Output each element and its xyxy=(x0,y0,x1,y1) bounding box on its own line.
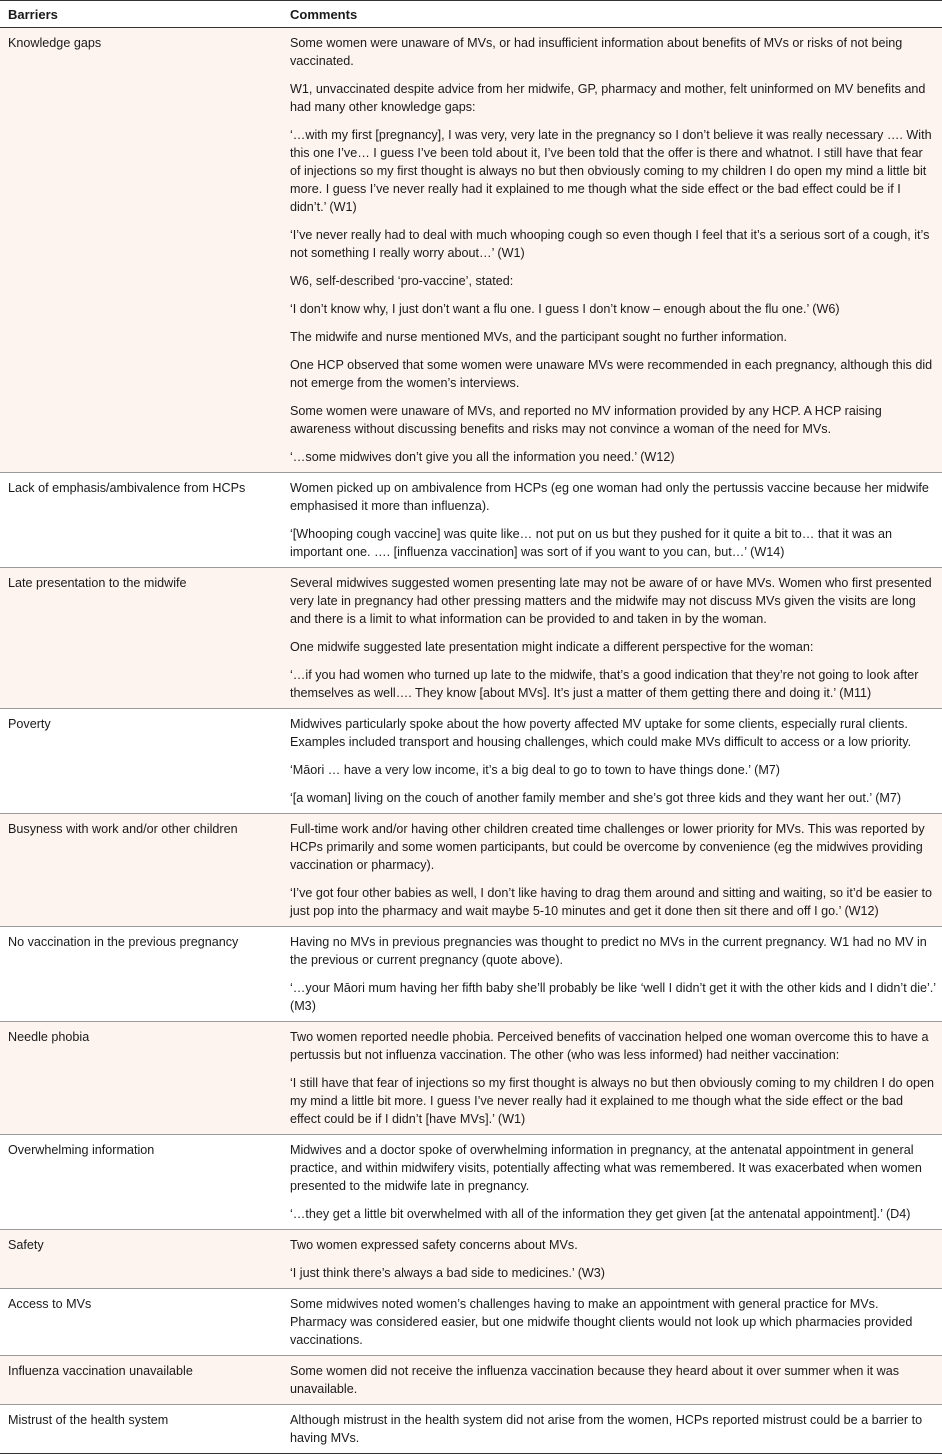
barrier-cell: Safety xyxy=(0,1230,282,1289)
comment-paragraph: Two women expressed safety concerns about MVs. xyxy=(290,1238,578,1252)
barrier-cell: Knowledge gaps xyxy=(0,28,282,473)
table-row xyxy=(0,1230,942,1289)
comment-paragraph: Women picked up on ambivalence from HCPs (eg one woman had only the pertussis vaccine because her midwife emphasised it more than influenza). xyxy=(290,481,929,513)
comment-paragraph: Some women were unaware of MVs, and reported no MV information provided by any HCP. A HCP raising awareness without discussing benefits and risks may not convince a woman of the need for MVs. xyxy=(290,404,882,436)
comments-cell xyxy=(282,927,942,1022)
comment-paragraph: Two women reported needle phobia. Perceived benefits of vaccination helped one woman overcome this to have a pertussis but not influenza vaccination. The other (who was less informed) had neither vaccination: xyxy=(290,1030,929,1062)
comments-cell xyxy=(282,1356,942,1405)
barrier-cell: Lack of emphasis/ambivalence from HCPs xyxy=(0,473,282,568)
comment-paragraph: ‘I just think there’s always a bad side to medicines.’ (W3) xyxy=(290,1266,605,1280)
comments-cell xyxy=(282,473,942,568)
table-header xyxy=(0,1,942,28)
comment-paragraph: ‘…with my first [pregnancy], I was very, very late in the pregnancy so I don’t believe it was really necessary …. With this one I’ve… I guess I’ve been told about it, I’ve been told that the offer is there and whatnot. I still have that fear of injections so my first thought is always no but then obviously coming to my children I do open my mind a little bit more. I guess I’ve never really had it explained to me though what the side effect or the bad effect could be if I didn’t.’ (W1) xyxy=(290,128,932,214)
comment-paragraph: Midwives and a doctor spoke of overwhelming information in pregnancy, at the antenatal appointment in general practice, and within midwifery visits, potentially affecting what was remembered. It was exacerbated when women presented to the midwife late in pregnancy. xyxy=(290,1143,922,1193)
comment-paragraph: ‘[a woman] living on the couch of another family member and she’s got three kids and they want her out.’ (M7) xyxy=(290,791,902,805)
barrier-cell: Late presentation to the midwife xyxy=(0,568,282,709)
barrier-cell: Access to MVs xyxy=(0,1289,282,1356)
comment-paragraph: One midwife suggested late presentation might indicate a different perspective for the woman: xyxy=(290,640,814,654)
comment-paragraph: ‘…they get a little bit overwhelmed with all of the information they get given [at the antenatal appointment].’ (D4) xyxy=(290,1207,911,1221)
comment-paragraph: The midwife and nurse mentioned MVs, and the participant sought no further information. xyxy=(290,330,788,344)
comment-paragraph: ‘I still have that fear of injections so my first thought is always no but then obviously coming to my children I do open my mind a little bit more. I guess I’ve never really had it explained to me though what the side effect or the bad effect could be if I didn’t [have MVs].’ (W1) xyxy=(290,1076,935,1126)
comment-paragraph: ‘I’ve never really had to deal with much whooping cough so even though I feel that it’s a serious sort of a cough, it’s not something I really worry about…’ (W1) xyxy=(290,228,930,260)
comment-paragraph: Although mistrust in the health system did not arise from the women, HCPs reported mistrust could be a barrier to having MVs. xyxy=(290,1413,923,1445)
comment-paragraph: Several midwives suggested women presenting late may not be aware of or have MVs. Women who first presented very late in pregnancy had other pressing matters and the midwife may not discuss MVs given the visits are long and there is a limit to what information can be provided to and taken in by the woman. xyxy=(290,576,932,626)
table-row xyxy=(0,568,942,709)
table-row xyxy=(0,1135,942,1230)
comment-paragraph: Full-time work and/or having other children created time challenges or lower priority for MVs. This was reported by HCPs primarily and some women participants, but could be overcome by convenience (eg the midwives providing vaccination or pharmacy). xyxy=(290,822,925,872)
table-row xyxy=(0,709,942,814)
table-row xyxy=(0,1356,942,1405)
barrier-cell: Busyness with work and/or other children xyxy=(0,814,282,927)
table-body xyxy=(0,28,942,1454)
table-row xyxy=(0,814,942,927)
comment-paragraph: Some women were unaware of MVs, or had insufficient information about benefits of MVs or risks of not being vaccinated. xyxy=(290,36,903,68)
barrier-cell: Mistrust of the health system xyxy=(0,1405,282,1454)
table-row xyxy=(0,1289,942,1356)
barrier-cell: Needle phobia xyxy=(0,1022,282,1135)
comment-paragraph: Midwives particularly spoke about the how poverty affected MV uptake for some clients, especially rural clients. Examples included transport and housing challenges, which could make MVs difficult to access or a low priority. xyxy=(290,717,912,749)
comment-paragraph: Some midwives noted women’s challenges having to make an appointment with general practice for MVs. Pharmacy was considered easier, but one midwife thought clients would not look up which pharmacies provided vaccinations. xyxy=(290,1297,913,1347)
comments-cell xyxy=(282,568,942,709)
comments-cell xyxy=(282,1022,942,1135)
comment-paragraph: ‘…some midwives don’t give you all the information you need.’ (W12) xyxy=(290,450,675,464)
comments-cell xyxy=(282,1230,942,1289)
comment-paragraph: Having no MVs in previous pregnancies was thought to predict no MVs in the current pregnancy. W1 had no MV in the previous or current pregnancy (quote above). xyxy=(290,935,927,967)
barrier-cell: Influenza vaccination unavailable xyxy=(0,1356,282,1405)
table-row xyxy=(0,927,942,1022)
table-row xyxy=(0,473,942,568)
comment-paragraph: One HCP observed that some women were unaware MVs were recommended in each pregnancy, although this did not emerge from the women’s interviews. xyxy=(290,358,933,390)
header-comments: Comments xyxy=(282,1,942,28)
comment-paragraph: ‘I don’t know why, I just don’t want a flu one. I guess I don’t know – enough about the flu one.’ (W6) xyxy=(290,302,840,316)
comment-paragraph: ‘I’ve got four other babies as well, I don’t like having to drag them around and sitting and waiting, so it’d be easier to just pop into the pharmacy and wait maybe 5-10 minutes and get it done then sit there and off I go.’ (W12) xyxy=(290,886,932,918)
barrier-cell: Poverty xyxy=(0,709,282,814)
comment-paragraph: Some women did not receive the influenza vaccination because they heard about it over summer when it was unavailable. xyxy=(290,1364,900,1396)
header-row xyxy=(0,1,942,28)
comments-cell xyxy=(282,28,942,473)
comments-cell xyxy=(282,1289,942,1356)
barrier-cell: No vaccination in the previous pregnancy xyxy=(0,927,282,1022)
comment-paragraph: W1, unvaccinated despite advice from her midwife, GP, pharmacy and mother, felt uninformed on MV benefits and had many other knowledge gaps: xyxy=(290,82,926,114)
comments-cell xyxy=(282,1135,942,1230)
comments-cell xyxy=(282,1405,942,1454)
comment-paragraph: W6, self-described ‘pro-vaccine’, stated: xyxy=(290,274,514,288)
comment-paragraph: ‘…if you had women who turned up late to the midwife, that’s a good indication that they’re not going to look after themselves as well…. They know [about MVs]. It’s just a matter of them getting there and doing it.’ (M11) xyxy=(290,668,919,700)
table-row xyxy=(0,1022,942,1135)
table-row xyxy=(0,28,942,473)
header-barriers: Barriers xyxy=(0,1,282,28)
comment-paragraph: ‘Māori … have a very low income, it’s a big deal to go to town to have things done.’ (M7) xyxy=(290,763,781,777)
comments-cell xyxy=(282,709,942,814)
table-row xyxy=(0,1405,942,1454)
comments-cell xyxy=(282,814,942,927)
comment-paragraph: ‘…your Māori mum having her fifth baby she’ll probably be like ‘well I didn’t get it with the other kids and I didn’t die’.’ (M3) xyxy=(290,981,936,1013)
barrier-cell: Overwhelming information xyxy=(0,1135,282,1230)
comment-paragraph: ‘[Whooping cough vaccine] was quite like… not put on us but they pushed for it quite a bit to… that it was an important one. …. [influenza vaccination] was sort of if you want to you can, but…’ (W14) xyxy=(290,527,893,559)
